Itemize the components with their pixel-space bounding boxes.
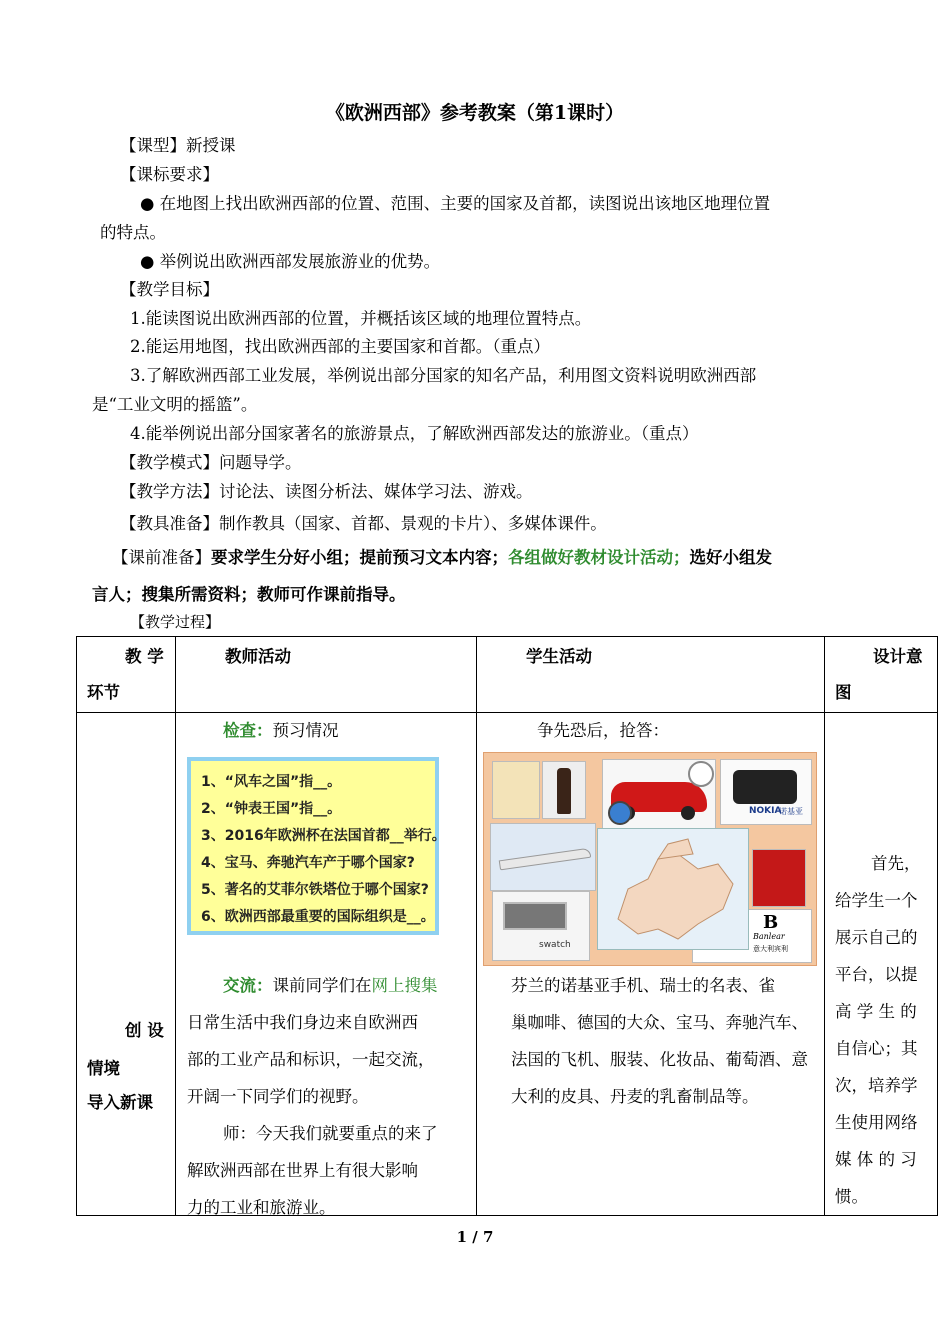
goal-4: 4.能举例说出部分国家著名的旅游景点，了解欧洲西部发达的旅游业。（重点） — [130, 424, 699, 443]
swatch-label: swatch — [539, 940, 571, 950]
check-label: 检查： — [223, 721, 273, 740]
page-number: 1 / 7 — [456, 1228, 494, 1246]
banleer-label: Banlear — [753, 932, 785, 941]
goal-2: 2.能运用地图，找出欧洲西部的主要国家和首都。（重点） — [130, 337, 550, 356]
standard-1: ● 在地图上找出欧洲西部的位置、范围、主要的国家及首都，读图说出该地区地理位置 — [140, 194, 771, 213]
exchange-pre: 课前同学们在 — [272, 976, 372, 995]
teacher-text-2: 解欧洲西部在世界上有很大影响 — [187, 1161, 418, 1180]
process-heading: 【教学过程】 — [130, 613, 221, 631]
europe-map-image — [597, 828, 749, 950]
intent-line: 次，培养学 — [835, 1076, 918, 1095]
teaching-tools: 【教具准备】制作教具（国家、首都、景观的卡片）、多媒体课件。 — [120, 514, 607, 533]
quiz-item: 2、“钟表王国”指__。 — [201, 801, 342, 817]
exchange-paragraph — [187, 1004, 438, 1226]
europe-map-icon — [598, 829, 748, 949]
standard-heading: 【课标要求】 — [120, 165, 219, 184]
student-answer — [511, 967, 808, 1115]
nokia-label: NOKIA — [749, 806, 782, 816]
teaching-method: 【教学方法】讨论法、读图分析法、媒体学习法、游戏。 — [120, 482, 533, 501]
goals-heading: 【教学目标】 — [120, 280, 219, 299]
exchange-line — [223, 972, 438, 996]
teacher-text-1: 师：今天我们就要重点的来了 — [223, 1124, 438, 1143]
standard-1-cont: 的特点。 — [100, 223, 166, 242]
intent-line: 媒 体 的 习 — [835, 1150, 917, 1169]
class-prep-text-3: 选好小组发 — [689, 548, 772, 567]
answer-line-3: 法国的飞机、服装、化妆品、葡萄酒、意 — [511, 1050, 808, 1069]
banleer-b-label: B — [763, 912, 779, 933]
goal-1: 1.能读图说出欧洲西部的位置，并概括该区域的地理位置特点。 — [130, 309, 592, 328]
header-intent-cont: 图 — [835, 683, 852, 702]
header-stage: 教 学 — [125, 647, 164, 666]
col-divider — [824, 637, 825, 1215]
answer-line-1: 芬兰的诺基亚手机、瑞士的名表、雀 — [511, 976, 775, 995]
nokia-cn-label: 诺基亚 — [779, 807, 803, 816]
perfume-icon — [492, 761, 540, 819]
quiz-item: 3、2016年欧洲杯在法国首都__举行。 — [201, 828, 446, 844]
header-teacher: 教师活动 — [225, 647, 291, 666]
document-title: 《欧洲西部》参考教案（第1课时） — [325, 102, 625, 124]
col-divider — [476, 637, 477, 1215]
class-prep — [112, 544, 772, 568]
class-prep-text-1: 要求学生分好小组；提前预习文本内容； — [211, 548, 508, 567]
col-divider — [175, 637, 176, 1215]
wine-bottle-icon — [542, 761, 586, 819]
answer-line-4: 大利的皮具、丹麦的乳畜制品等。 — [511, 1087, 759, 1106]
exchange-text-1: 日常生活中我们身边来自欧洲西 — [187, 1013, 418, 1032]
intent-line: 展示自己的 — [835, 928, 918, 947]
exchange-link: 网上搜集 — [371, 976, 438, 995]
quiz-item: 6、欧洲西部最重要的国际组织是__。 — [201, 909, 435, 925]
banleer-cn-label: 意大利宾利 — [753, 945, 788, 953]
teaching-mode: 【教学模式】问题导学。 — [120, 453, 302, 472]
goal-3-cont: 是“工业文明的摇篮”。 — [92, 395, 258, 414]
coffee-box-icon — [752, 849, 806, 907]
check-line — [223, 717, 339, 741]
goal-3: 3.了解欧洲西部工业发展，举例说出部分国家的知名产品，利用图文资料说明欧洲西部 — [130, 366, 757, 385]
bmw-logo-icon — [608, 801, 632, 825]
intent-line: 首先， — [871, 854, 921, 873]
student-intro: 争先恐后，抢答： — [537, 721, 669, 740]
stage-name-3: 导入新课 — [87, 1093, 153, 1112]
class-prep-label: 【课前准备】 — [112, 548, 211, 567]
intent-line: 高 学 生 的 — [835, 1002, 917, 1021]
stage-name: 创 设 — [125, 1021, 164, 1040]
header-stage-cont: 环节 — [87, 683, 120, 702]
course-type: 【课型】新授课 — [120, 136, 236, 155]
class-prep-text-2: 各组做好教材设计活动； — [508, 548, 690, 567]
standard-2: ● 举例说出欧洲西部发展旅游业的优势。 — [140, 252, 441, 271]
header-intent: 设计意 — [873, 647, 923, 666]
swatch-watch-icon — [492, 891, 590, 961]
mercedes-logo-icon — [688, 761, 714, 787]
teacher-text-3: 力的工业和旅游业。 — [187, 1198, 336, 1217]
quiz-item: 5、著名的艾菲尔铁塔位于哪个国家? — [201, 882, 429, 898]
intent-line: 生使用网络 — [835, 1113, 918, 1132]
quiz-item: 1、“风车之国”指__。 — [201, 774, 342, 790]
exchange-text-2: 部的工业产品和标识，一起交流， — [187, 1050, 435, 1069]
nokia-phone-icon — [720, 759, 812, 825]
quiz-item: 4、宝马、奔驰汽车产于哪个国家? — [201, 855, 415, 871]
intent-line: 自信心；其 — [835, 1039, 918, 1058]
exchange-label: 交流： — [223, 976, 273, 995]
exchange-text-3: 开阔一下同学们的视野。 — [187, 1087, 369, 1106]
quiz-image — [187, 757, 446, 935]
class-prep-cont: 言人；搜集所需资料；教师可作课前指导。 — [92, 585, 406, 604]
concorde-plane-icon — [490, 823, 596, 891]
intent-line: 惯。 — [835, 1187, 868, 1206]
intent-line: 平台，以提 — [835, 965, 918, 984]
stage-name-2: 情境 — [87, 1059, 120, 1078]
check-text: 预习情况 — [272, 721, 339, 740]
header-student: 学生活动 — [526, 647, 592, 666]
intent-line: 给学生一个 — [835, 891, 918, 910]
intent-paragraph — [835, 845, 921, 1215]
answer-line-2: 巢咖啡、德国的大众、宝马、奔驰汽车、 — [511, 1013, 808, 1032]
row-divider — [77, 712, 937, 713]
